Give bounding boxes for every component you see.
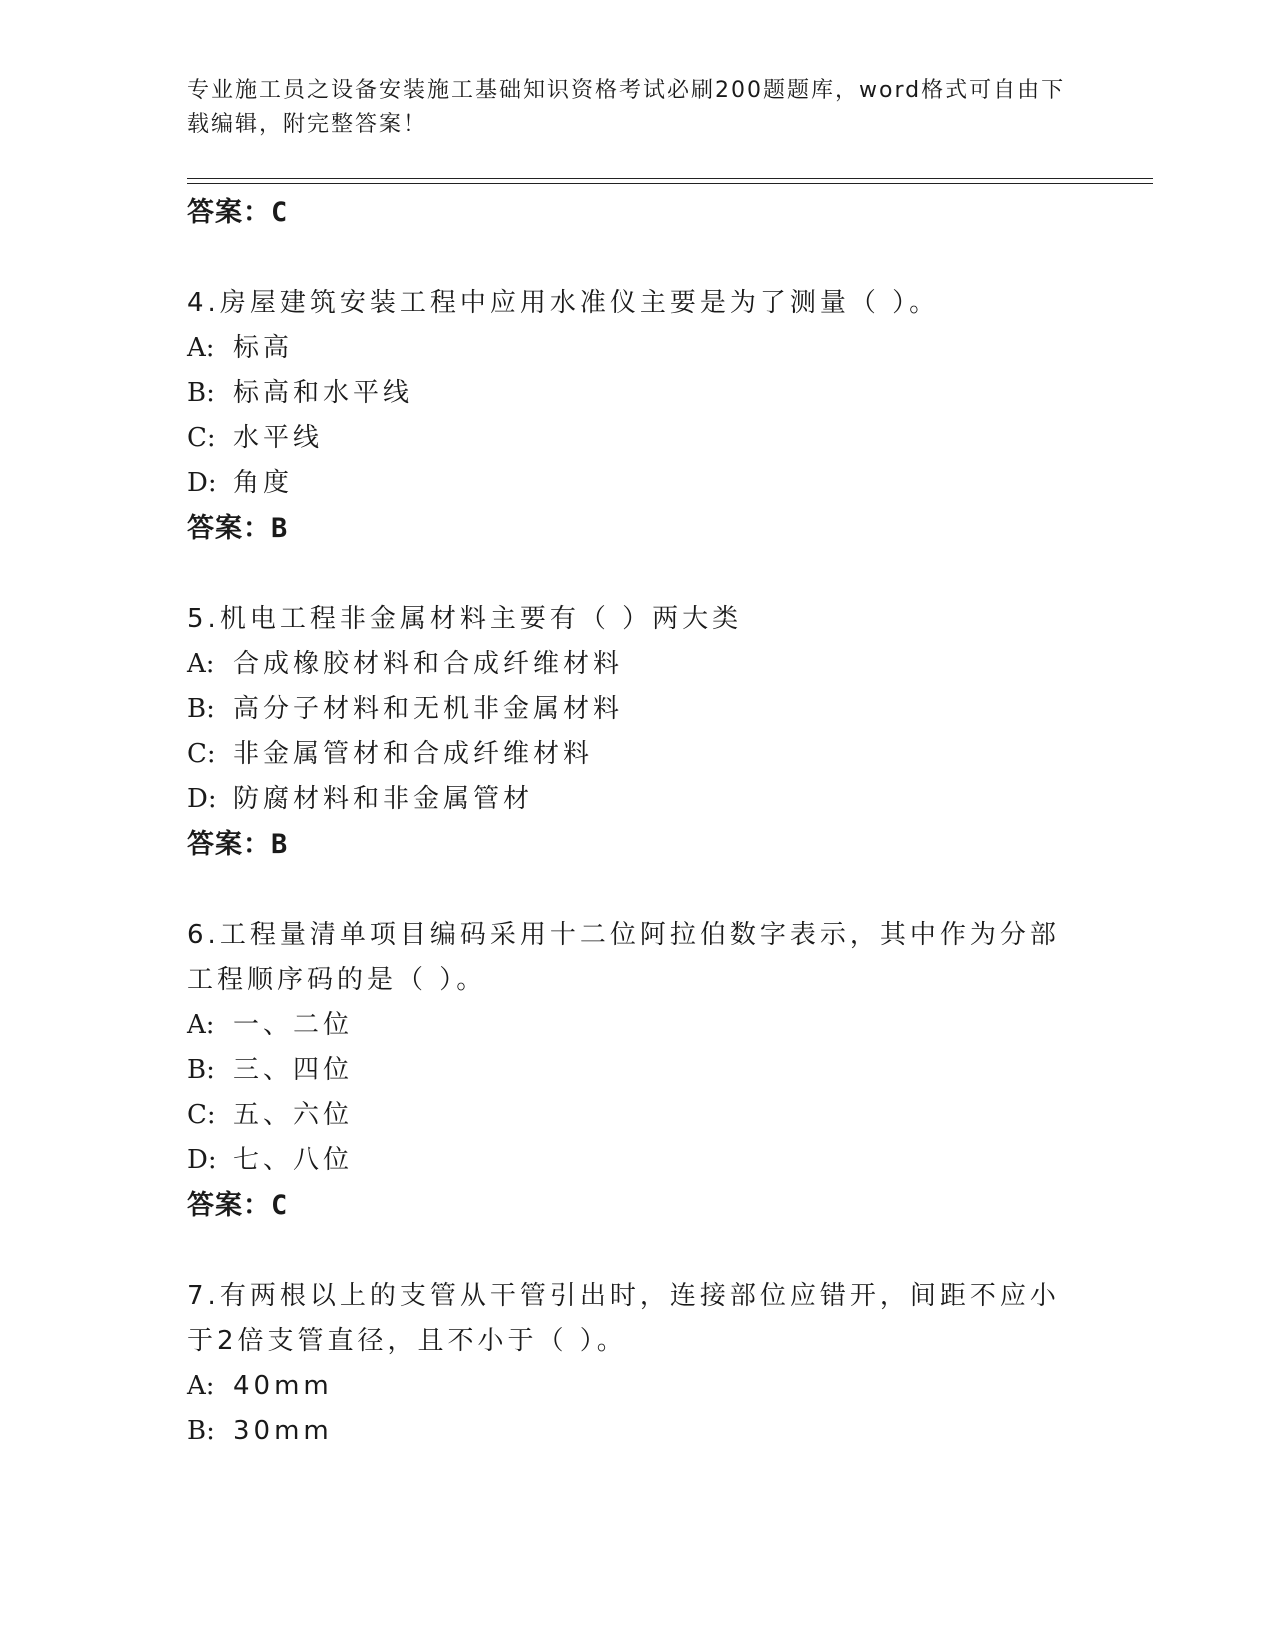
- option-key: D:: [187, 784, 217, 814]
- question-number: 7.: [187, 1281, 220, 1311]
- option-text: 角度: [233, 468, 294, 498]
- option-text: 标高和水平线: [233, 378, 414, 408]
- option-key: A:: [187, 1371, 215, 1401]
- option-key: B:: [187, 1055, 215, 1085]
- question-number: 5.: [187, 604, 220, 634]
- option-key: C:: [187, 739, 216, 769]
- option-key: C:: [187, 423, 216, 453]
- option-c: [187, 1093, 1087, 1138]
- option-key: B:: [187, 1416, 215, 1446]
- option-d: [187, 461, 1087, 506]
- question-stem: 工程量清单项目编码采用十二位阿拉伯数字表示，其中作为分部工程顺序码的是（ ）。: [187, 920, 1060, 995]
- answer-value: B: [271, 829, 289, 860]
- option-b: [187, 687, 1087, 732]
- option-key: C:: [187, 1100, 216, 1130]
- answer-value: C: [271, 1190, 289, 1221]
- option-key: D:: [187, 1145, 217, 1175]
- option-b: [187, 371, 1087, 416]
- document-header: [187, 74, 1087, 142]
- option-key: D:: [187, 468, 217, 498]
- question-text: [187, 281, 1087, 326]
- option-text: 五、六位: [233, 1100, 354, 1130]
- answer-label: 答案：: [187, 197, 271, 228]
- option-a: [187, 1364, 1087, 1409]
- answer-line: [187, 506, 1087, 551]
- option-text: 标高: [233, 333, 294, 363]
- question-item: [187, 281, 1087, 551]
- option-text: 30mm: [233, 1416, 333, 1446]
- header-divider-top: [187, 178, 1153, 179]
- question-item: [187, 597, 1087, 867]
- option-text: 七、八位: [233, 1145, 354, 1175]
- answer-label: 答案：: [187, 513, 271, 544]
- option-key: B:: [187, 694, 215, 724]
- question-number: 4.: [187, 288, 220, 318]
- answer-label: 答案：: [187, 1190, 271, 1221]
- question-text: [187, 1274, 1087, 1364]
- option-c: [187, 732, 1087, 777]
- option-key: A:: [187, 333, 215, 363]
- option-text: 40mm: [233, 1371, 333, 1401]
- question-stem: 机电工程非金属材料主要有（ ）两大类: [219, 604, 743, 634]
- question-stem: 房屋建筑安装工程中应用水准仪主要是为了测量（ ）。: [219, 288, 940, 318]
- option-text: 高分子材料和无机非金属材料: [233, 694, 624, 724]
- answer-line: [187, 822, 1087, 867]
- option-text: 三、四位: [233, 1055, 354, 1085]
- question-item: [187, 913, 1087, 1228]
- question-list: [187, 190, 1087, 1454]
- header-title: 专业施工员之设备安装施工基础知识资格考试必刷200题题库，word格式可自由下载编辑，附完整答案！: [187, 78, 1066, 137]
- option-key: B:: [187, 378, 215, 408]
- question-number: 6.: [187, 920, 220, 950]
- option-c: [187, 416, 1087, 461]
- option-b: [187, 1409, 1087, 1454]
- answer-value: B: [271, 513, 289, 544]
- answer-value: C: [271, 197, 289, 228]
- option-key: A:: [187, 649, 215, 679]
- option-key: A:: [187, 1010, 215, 1040]
- question-text: [187, 913, 1087, 1003]
- option-text: 防腐材料和非金属管材: [233, 784, 534, 814]
- option-text: 非金属管材和合成纤维材料: [233, 739, 594, 769]
- question-stem: 有两根以上的支管从干管引出时，连接部位应错开，间距不应小于2倍支管直径，且不小于（ ）。: [187, 1281, 1060, 1356]
- option-text: 一、二位: [233, 1010, 354, 1040]
- option-d: [187, 777, 1087, 822]
- question-item: [187, 1274, 1087, 1454]
- option-text: 合成橡胶材料和合成纤维材料: [233, 649, 624, 679]
- answer-label: 答案：: [187, 829, 271, 860]
- option-d: [187, 1138, 1087, 1183]
- option-b: [187, 1048, 1087, 1093]
- option-a: [187, 642, 1087, 687]
- option-a: [187, 326, 1087, 371]
- header-divider-bottom: [187, 183, 1153, 184]
- answer-line: [187, 1183, 1087, 1228]
- question-text: [187, 597, 1087, 642]
- answer-line: [187, 190, 1087, 235]
- option-a: [187, 1003, 1087, 1048]
- option-text: 水平线: [233, 423, 324, 453]
